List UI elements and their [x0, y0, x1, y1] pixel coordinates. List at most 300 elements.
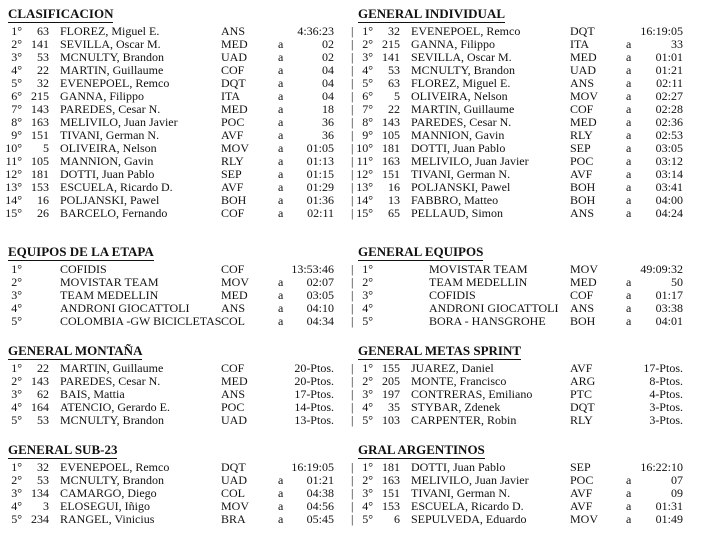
team-code-cell: ANS — [570, 206, 595, 220]
time-cell: 36 — [322, 128, 334, 142]
gap-marker: a — [278, 499, 284, 513]
bib-number-cell: 53 — [37, 50, 49, 64]
table-row — [358, 116, 698, 129]
time-cell: 02:11 — [307, 206, 334, 220]
team-code-cell: MED — [221, 374, 248, 388]
team-code-cell: COF — [570, 288, 594, 302]
bib-number-cell: 32 — [388, 24, 400, 38]
team-code-cell: SEP — [570, 141, 591, 155]
team-code-cell: DQT — [570, 400, 595, 414]
column-separator: | — [351, 499, 354, 513]
position-cell: 8° — [362, 115, 373, 129]
position-cell: 4° — [11, 499, 22, 513]
time-cell: 20-Ptos. — [294, 361, 334, 375]
team-code-cell: UAD — [221, 473, 247, 487]
general-equipos-title — [358, 245, 483, 259]
team-code-cell: DQT — [221, 76, 246, 90]
gap-marker: a — [278, 193, 284, 207]
team-code-cell: COF — [221, 262, 245, 276]
rider-name-cell: SEVILLA, Oscar M. — [60, 37, 161, 51]
team-code-cell: ANS — [570, 76, 595, 90]
gap-marker: a — [626, 141, 632, 155]
column-separator: | — [351, 193, 354, 207]
column-separator: | — [351, 115, 354, 129]
bib-number-cell: 62 — [37, 387, 49, 401]
time-cell: 01:29 — [306, 180, 334, 194]
gap-marker: a — [278, 486, 284, 500]
rider-name-cell: TIVANI, German N. — [411, 486, 511, 500]
gap-marker: a — [626, 193, 632, 207]
position-cell: 1° — [11, 24, 22, 38]
rider-name-cell: EVENEPOEL, Remco — [60, 76, 170, 90]
position-cell: 3° — [362, 50, 373, 64]
team-code-cell: BRA — [221, 512, 246, 526]
bib-number-cell: 181 — [382, 141, 400, 155]
team-code-cell: MED — [221, 102, 248, 116]
position-cell: 15° — [5, 206, 22, 220]
position-cell: 5° — [11, 413, 22, 427]
bib-number-cell: 153 — [31, 180, 49, 194]
rider-name-cell: FLOREZ, Miguel E. — [60, 24, 160, 38]
bib-number-cell: 16 — [388, 180, 400, 194]
rider-name-cell: MARTIN, Guillaume — [60, 361, 164, 375]
time-cell: 3-Ptos. — [649, 400, 683, 414]
column-separator: | — [351, 24, 354, 38]
position-cell: 9° — [362, 128, 373, 142]
time-cell: 17-Ptos. — [643, 361, 683, 375]
column-separator: | — [351, 128, 354, 142]
table-row — [358, 181, 698, 194]
gap-marker: a — [626, 115, 632, 129]
section-heading: GENERAL EQUIPOS — [358, 244, 484, 259]
time-cell: 03:41 — [655, 180, 683, 194]
rider-name-cell: CAMARGO, Diego — [60, 486, 157, 500]
team-code-cell: BOH — [221, 193, 247, 207]
rider-name-cell: MCNULTY, Brandon — [60, 413, 165, 427]
position-cell: 3° — [362, 387, 373, 401]
team-code-cell: DQT — [221, 460, 246, 474]
rider-name-cell: PAREDES, Cesar N. — [60, 374, 161, 388]
position-cell: 14° — [5, 193, 22, 207]
bib-number-cell: 26 — [37, 206, 49, 220]
team-code-cell: MED — [570, 50, 597, 64]
position-cell: 6° — [11, 89, 22, 103]
gap-marker: a — [626, 76, 632, 90]
rider-name-cell: EVENEPOEL, Remco — [411, 24, 521, 38]
rider-name-cell: MCNULTY, Brandon — [411, 63, 516, 77]
time-cell: 4-Ptos. — [649, 387, 683, 401]
gap-marker: a — [278, 314, 284, 328]
section-heading: EQUIPOS DE LA ETAPA — [8, 244, 154, 259]
time-cell: 03:12 — [655, 154, 683, 168]
position-cell: 4° — [362, 400, 373, 414]
column-separator: | — [351, 374, 354, 388]
time-cell: 04 — [322, 76, 334, 90]
table-row — [358, 207, 698, 220]
time-cell: 01:49 — [655, 512, 683, 526]
bib-number-cell: 16 — [37, 193, 49, 207]
column-separator: | — [351, 275, 354, 289]
position-cell: 10° — [356, 141, 373, 155]
section-heading: GENERAL INDIVIDUAL — [358, 6, 505, 21]
column-separator: | — [351, 180, 354, 194]
rider-name-cell: OLIVEIRA, Nelson — [60, 141, 157, 155]
rider-name-cell: BAIS, Mattia — [60, 387, 125, 401]
position-cell: 11° — [356, 154, 373, 168]
team-code-cell: ARG — [570, 374, 596, 388]
equipos-etapa-title — [8, 245, 154, 259]
bib-number-cell: 155 — [382, 361, 400, 375]
team-code-cell: MED — [221, 288, 248, 302]
bib-number-cell: 215 — [31, 89, 49, 103]
team-code-cell: DQT — [570, 24, 595, 38]
bib-number-cell: 143 — [31, 374, 49, 388]
rider-name-cell: FABBRO, Matteo — [411, 193, 499, 207]
gap-marker: a — [626, 288, 632, 302]
gap-marker: a — [626, 473, 632, 487]
team-code-cell: COF — [221, 63, 245, 77]
position-cell: 13° — [356, 180, 373, 194]
rider-name-cell: ANDRONI GIOCATTOLI — [60, 301, 190, 315]
team-code-cell: MOV — [570, 89, 599, 103]
bib-number-cell: 143 — [31, 102, 49, 116]
time-cell: 49:09:32 — [640, 262, 683, 276]
column-separator: | — [351, 141, 354, 155]
position-cell: 5° — [362, 314, 373, 328]
position-cell: 1° — [11, 262, 22, 276]
team-code-cell: ITA — [570, 37, 590, 51]
column-separator: | — [351, 486, 354, 500]
gap-marker: a — [278, 63, 284, 77]
column-separator: | — [351, 288, 354, 302]
team-code-cell: RLY — [221, 154, 244, 168]
team-code-cell: COF — [570, 102, 594, 116]
team-code-cell: ANS — [221, 387, 246, 401]
team-code-cell: UAD — [570, 63, 596, 77]
bib-number-cell: 65 — [388, 206, 400, 220]
rider-name-cell: MOVISTAR TEAM — [429, 262, 528, 276]
bib-number-cell: 181 — [382, 460, 400, 474]
general-montana-title — [8, 344, 142, 358]
bib-number-cell: 164 — [31, 400, 49, 414]
table-row — [8, 414, 353, 427]
time-cell: 16:19:05 — [640, 24, 683, 38]
rider-name-cell: TEAM MEDELLIN — [429, 275, 528, 289]
bib-number-cell: 143 — [382, 115, 400, 129]
position-cell: 2° — [11, 473, 22, 487]
position-cell: 4° — [362, 301, 373, 315]
rider-name-cell: SEVILLA, Oscar M. — [411, 50, 512, 64]
time-cell: 07 — [671, 473, 683, 487]
time-cell: 01:21 — [655, 63, 683, 77]
position-cell: 1° — [362, 361, 373, 375]
column-separator: | — [351, 63, 354, 77]
position-cell: 8° — [11, 115, 22, 129]
position-cell: 12° — [356, 167, 373, 181]
team-code-cell: SEP — [221, 167, 242, 181]
bib-number-cell: 141 — [382, 50, 400, 64]
rider-name-cell: DOTTI, Juan Pablo — [411, 460, 506, 474]
column-separator: | — [351, 473, 354, 487]
position-cell: 3° — [11, 50, 22, 64]
rider-name-cell: MELIVILO, Juan Javier — [411, 154, 529, 168]
team-code-cell: POC — [221, 400, 245, 414]
time-cell: 01:05 — [306, 141, 334, 155]
time-cell: 04:24 — [655, 206, 683, 220]
rider-name-cell: MONTE, Francisco — [411, 374, 507, 388]
time-cell: 13-Ptos. — [294, 413, 334, 427]
column-separator: | — [351, 167, 354, 181]
bib-number-cell: 5 — [394, 89, 400, 103]
time-cell: 04 — [322, 89, 334, 103]
column-separator: | — [351, 262, 354, 276]
table-row — [358, 513, 698, 526]
section-heading: GENERAL METAS SPRINT — [358, 343, 522, 358]
position-cell: 12° — [5, 167, 22, 181]
rider-name-cell: COFIDIS — [429, 288, 476, 302]
rider-name-cell: BORA - HANSGROHE — [429, 314, 546, 328]
gap-marker: a — [278, 301, 284, 315]
position-cell: 1° — [11, 361, 22, 375]
team-code-cell: POC — [570, 473, 594, 487]
time-cell: 01:01 — [655, 50, 683, 64]
table-row — [358, 362, 698, 375]
bib-number-cell: 32 — [37, 76, 49, 90]
rider-name-cell: MELIVILO, Juan Javier — [60, 115, 178, 129]
time-cell: 13:53:46 — [291, 262, 334, 276]
bib-number-cell: 22 — [37, 361, 49, 375]
rider-name-cell: MOVISTAR TEAM — [60, 275, 159, 289]
bib-number-cell: 141 — [31, 37, 49, 51]
rider-name-cell: MARTIN, Guillaume — [60, 63, 164, 77]
time-cell: 04:00 — [655, 193, 683, 207]
rider-name-cell: COLOMBIA -GW BICICLETAS — [60, 314, 222, 328]
column-separator: | — [351, 50, 354, 64]
general-metas-sprint-title — [358, 344, 521, 358]
time-cell: 04:56 — [306, 499, 334, 513]
position-cell: 14° — [356, 193, 373, 207]
team-code-cell: MED — [221, 37, 248, 51]
table-row — [358, 401, 698, 414]
time-cell: 01:36 — [306, 193, 334, 207]
gap-marker: a — [278, 102, 284, 116]
rider-name-cell: MCNULTY, Brandon — [60, 473, 165, 487]
team-code-cell: COL — [221, 314, 245, 328]
table-row — [358, 38, 698, 51]
position-cell: 7° — [11, 102, 22, 116]
rider-name-cell: FLOREZ, Miguel E. — [411, 76, 511, 90]
position-cell: 13° — [5, 180, 22, 194]
section-heading: GENERAL MONTAÑA — [8, 343, 143, 358]
table-row — [358, 500, 698, 513]
time-cell: 02 — [322, 50, 334, 64]
bib-number-cell: 63 — [37, 24, 49, 38]
team-code-cell: RLY — [570, 413, 593, 427]
table-row — [5, 206, 354, 220]
position-cell: 4° — [362, 499, 373, 513]
gap-marker: a — [626, 37, 632, 51]
rider-name-cell: ATENCIO, Gerardo E. — [60, 400, 170, 414]
table-row — [358, 25, 698, 38]
gap-marker: a — [278, 89, 284, 103]
bib-number-cell: 6 — [394, 512, 400, 526]
position-cell: 5° — [362, 512, 373, 526]
position-cell: 2° — [362, 275, 373, 289]
table-row — [358, 263, 698, 276]
rider-name-cell: PAREDES, Cesar N. — [60, 102, 161, 116]
gap-marker: a — [626, 50, 632, 64]
time-cell: 01:17 — [655, 288, 683, 302]
position-cell: 15° — [356, 206, 373, 220]
table-row — [358, 64, 698, 77]
rider-name-cell: ESCUELA, Ricardo D. — [60, 180, 173, 194]
gap-marker: a — [278, 180, 284, 194]
bib-number-cell: 105 — [31, 154, 49, 168]
position-cell: 2° — [11, 374, 22, 388]
time-cell: 36 — [322, 115, 334, 129]
table-row — [358, 487, 698, 500]
gap-marker: a — [626, 167, 632, 181]
position-cell: 4° — [362, 63, 373, 77]
time-cell: 04 — [322, 63, 334, 77]
rider-name-cell: EVENEPOEL, Remco — [60, 460, 170, 474]
team-code-cell: MOV — [570, 262, 599, 276]
gap-marker: a — [278, 37, 284, 51]
bib-number-cell: 181 — [31, 167, 49, 181]
position-cell: 1° — [362, 460, 373, 474]
position-cell: 5° — [362, 413, 373, 427]
rider-name-cell: MARTIN, Guillaume — [411, 102, 515, 116]
gap-marker: a — [626, 89, 632, 103]
team-code-cell: POC — [221, 115, 245, 129]
time-cell: 02:36 — [655, 115, 683, 129]
time-cell: 09 — [671, 486, 683, 500]
gap-marker: a — [278, 128, 284, 142]
section-heading: CLASIFICACION — [8, 6, 114, 21]
column-separator: | — [351, 400, 354, 414]
rider-name-cell: TEAM MEDELLIN — [60, 288, 159, 302]
position-cell: 2° — [362, 473, 373, 487]
gral-argentinos-title — [358, 443, 485, 457]
time-cell: 4:36:23 — [297, 24, 334, 38]
team-code-cell: AVF — [570, 361, 593, 375]
time-cell: 02 — [322, 37, 334, 51]
time-cell: 33 — [671, 37, 683, 51]
position-cell: 5° — [362, 76, 373, 90]
bib-number-cell: 13 — [388, 193, 400, 207]
time-cell: 18 — [322, 102, 334, 116]
column-separator: | — [351, 301, 354, 315]
gap-marker: a — [278, 50, 284, 64]
time-cell: 50 — [671, 275, 683, 289]
rider-name-cell: CONTRERAS, Emiliano — [411, 387, 533, 401]
bib-number-cell: 134 — [31, 486, 49, 500]
table-row — [358, 51, 698, 64]
time-cell: 04:38 — [306, 486, 334, 500]
column-separator: | — [351, 37, 354, 51]
gap-marker: a — [626, 154, 632, 168]
rider-name-cell: TIVANI, German N. — [60, 128, 160, 142]
bib-number-cell: 3 — [43, 499, 49, 513]
position-cell: 5° — [11, 76, 22, 90]
column-separator: | — [351, 206, 354, 220]
gap-marker: a — [278, 167, 284, 181]
time-cell: 03:05 — [655, 141, 683, 155]
rider-name-cell: TIVANI, German N. — [411, 167, 511, 181]
position-cell: 3° — [11, 288, 22, 302]
team-code-cell: AVF — [221, 128, 244, 142]
rider-name-cell: PELLAUD, Simon — [411, 206, 504, 220]
column-separator: | — [351, 154, 354, 168]
team-code-cell: UAD — [221, 413, 247, 427]
position-cell: 2° — [11, 275, 22, 289]
section-heading: GENERAL SUB-23 — [8, 442, 118, 457]
gap-marker: a — [278, 288, 284, 302]
time-cell: 01:15 — [306, 167, 334, 181]
gap-marker: a — [626, 180, 632, 194]
rider-name-cell: BARCELO, Fernando — [60, 206, 168, 220]
time-cell: 20-Ptos. — [294, 374, 334, 388]
column-separator: | — [351, 361, 354, 375]
table-row — [358, 103, 698, 116]
column-separator: | — [351, 76, 354, 90]
table-row — [358, 474, 698, 487]
bib-number-cell: 22 — [37, 63, 49, 77]
position-cell: 1° — [362, 24, 373, 38]
table-row — [358, 90, 698, 103]
rider-name-cell: MANNION, Gavin — [411, 128, 505, 142]
rider-name-cell: RANGEL, Vinicius — [60, 512, 155, 526]
team-code-cell: AVF — [570, 499, 593, 513]
gap-marker: a — [278, 76, 284, 90]
section-heading: GRAL ARGENTINOS — [358, 442, 485, 457]
bib-number-cell: 103 — [382, 413, 400, 427]
gap-marker: a — [278, 115, 284, 129]
gap-marker: a — [278, 275, 284, 289]
position-cell: 4° — [11, 301, 22, 315]
position-cell: 11° — [5, 154, 22, 168]
column-separator: | — [351, 314, 354, 328]
general-sub23-title — [8, 443, 117, 457]
bib-number-cell: 63 — [388, 76, 400, 90]
table-row — [358, 315, 698, 328]
position-cell: 6° — [362, 89, 373, 103]
team-code-cell: BOH — [570, 180, 596, 194]
team-code-cell: UAD — [221, 50, 247, 64]
position-cell: 5° — [11, 314, 22, 328]
position-cell: 9° — [11, 128, 22, 142]
column-separator: | — [351, 512, 354, 526]
bib-number-cell: 32 — [37, 460, 49, 474]
team-code-cell: AVF — [221, 180, 244, 194]
rider-name-cell: DOTTI, Juan Pablo — [60, 167, 155, 181]
position-cell: 1° — [362, 262, 373, 276]
rider-name-cell: MCNULTY, Brandon — [60, 50, 165, 64]
time-cell: 02:28 — [655, 102, 683, 116]
position-cell: 3° — [362, 486, 373, 500]
bib-number-cell: 205 — [382, 374, 400, 388]
team-code-cell: MED — [570, 115, 597, 129]
rider-name-cell: ESCUELA, Ricardo D. — [411, 499, 524, 513]
position-cell: 2° — [11, 37, 22, 51]
time-cell: 03:05 — [306, 288, 334, 302]
column-separator: | — [351, 413, 354, 427]
gap-marker: a — [626, 512, 632, 526]
gap-marker: a — [626, 128, 632, 142]
gap-marker: a — [626, 486, 632, 500]
time-cell: 14-Ptos. — [294, 400, 334, 414]
team-code-cell: AVF — [570, 167, 593, 181]
